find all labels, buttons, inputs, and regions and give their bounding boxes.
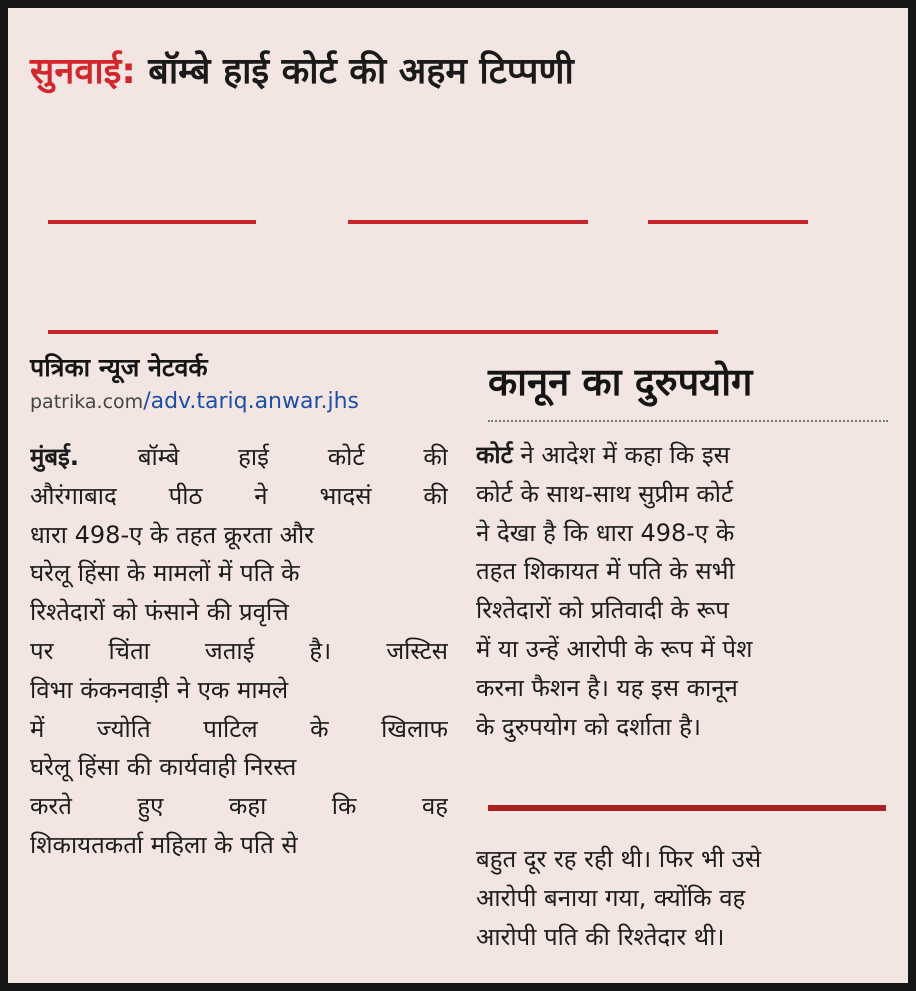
- text-line: घरेलू हिंसा की कार्यवाही निरस्त: [30, 753, 297, 782]
- red-divider: [488, 805, 886, 811]
- dotted-divider: [488, 420, 888, 422]
- site-domain: patrika.com: [30, 391, 144, 413]
- left-column: [30, 438, 448, 865]
- newspaper-clipping: [8, 8, 908, 983]
- text-line: विभा कंकनवाड़ी ने एक मामले: [30, 675, 289, 704]
- kicker-text: बॉम्बे हाई कोर्ट की अहम टिप्पणी: [148, 51, 574, 92]
- headline-underline: [48, 330, 718, 334]
- subheading: कानून का दुरुपयोग: [488, 360, 753, 404]
- text-line: में या उन्हें आरोपी के रूप में पेश: [476, 634, 753, 663]
- text-line: के दुरुपयोग को दर्शाता है।: [476, 712, 701, 741]
- text-line: औरंगाबाद पीठ ने भादसं की: [30, 481, 448, 510]
- text-line: रिश्तेदारों को फंसाने की प्रवृत्ति: [30, 598, 289, 627]
- right-column-bottom: [476, 840, 884, 956]
- text-line: शिकायतकर्ता महिला के पति से: [30, 830, 298, 859]
- lead-word: कोर्ट: [476, 441, 513, 469]
- right-column-top: [476, 436, 884, 746]
- text-line: आरोपी बनाया गया, क्योंकि वह: [476, 883, 746, 912]
- text-line: करना फैशन है। यह इस कानून: [476, 673, 738, 702]
- text-line: आरोपी पति की रिश्तेदार थी।: [476, 922, 725, 951]
- social-handle: /adv.tariq.anwar.jhs: [143, 389, 360, 414]
- byline: पत्रिका न्यूज नेटवर्क: [30, 353, 208, 382]
- text-line: ने देखा है कि धारा 498-ए के: [476, 518, 735, 547]
- headline-underline: [48, 220, 256, 224]
- headline-underline: [648, 220, 808, 224]
- text-line: रिश्तेदारों को प्रतिवादी के रूप: [476, 596, 729, 625]
- kicker-separator: :: [121, 51, 149, 92]
- text-line: पर चिंता जताई है। जस्टिस: [30, 636, 448, 665]
- text-line: तहत शिकायत में पति के सभी: [476, 557, 735, 586]
- kicker: [30, 48, 890, 96]
- text-line: बहुत दूर रह रही थी। फिर भी उसे: [476, 845, 762, 873]
- text-line: कोर्ट ने आदेश में कहा कि इस: [476, 441, 730, 469]
- text-line: में ज्योति पाटिल के खिलाफ: [30, 714, 448, 743]
- headline-underline: [348, 220, 588, 224]
- kicker-label: सुनवाई: [30, 51, 122, 92]
- dateline: मुंबई.: [30, 443, 79, 471]
- headline-line-1: [26, 130, 896, 226]
- text-line: धारा 498-ए के तहत क्रूरता और: [30, 520, 314, 549]
- text-line: करते हुए कहा कि वह: [30, 792, 448, 821]
- text-line: घरेलू हिंसा के मामलों में पति के: [30, 559, 300, 588]
- text-line: कोर्ट के साथ-साथ सुप्रीम कोर्ट: [476, 479, 734, 508]
- text-line: मुंबई. बॉम्बे हाई कोर्ट की: [30, 443, 448, 471]
- headline-line-2: [26, 230, 896, 326]
- source-site: [30, 390, 359, 414]
